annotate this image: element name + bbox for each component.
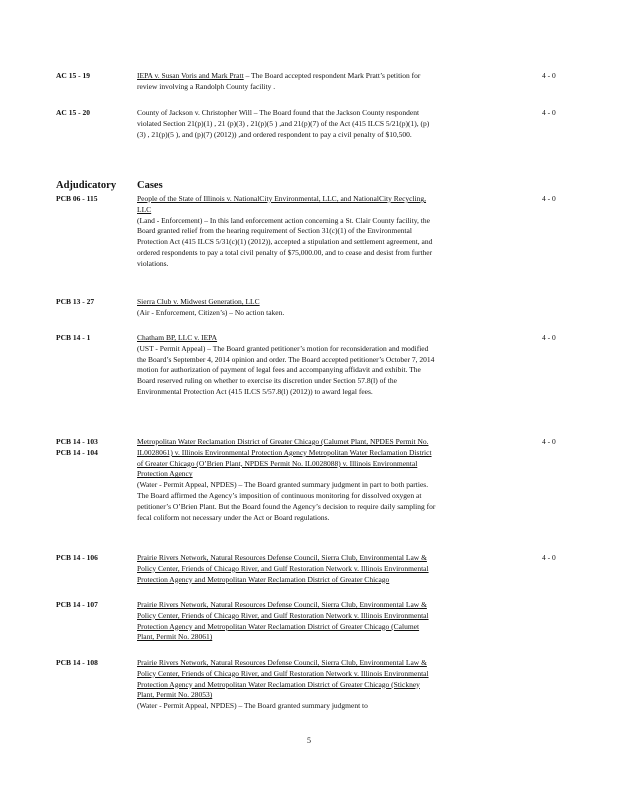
case-summary: (Land - Enforcement) – In this land enforcement action concerning a St. Clair County facility, the Board granted relief from the hearing requirement of Section 31(c)(1) of the Environmental Protection Act (415 ILCS 5/31(c)(1) (2012)), accepted a stipulation and settlement agreement, and ordered respondents to pay a total civil penalty of $75,000.00, and to cease and desist from further violations. bbox=[137, 215, 433, 268]
docket-number: PCB 06 - 115 bbox=[56, 194, 98, 203]
docket-number: PCB 14 - 103 PCB 14 - 104 bbox=[56, 437, 98, 457]
vote-count: 4 - 0 bbox=[542, 194, 556, 203]
case-caption: Chatham BP, LLC v. IEPA bbox=[137, 333, 218, 342]
section-heading-adjudicatory: Adjudicatory bbox=[56, 180, 117, 191]
docket-number: PCB 13 - 27 bbox=[56, 297, 95, 306]
entry-body bbox=[137, 600, 437, 643]
case-caption: Metropolitan Water Reclamation District of Greater Chicago (Calumet Plant, NPDES Permit No. IL0028061) v. Illinois Environmental Protection Agency Metropolitan Water Reclamation District of Greater Chicago (O’Brien Plant, NPDES Permit No. IL0028088) v. Illinois Environmental Protection Agency bbox=[137, 437, 432, 479]
docket-number: AC 15 - 19 bbox=[56, 71, 90, 80]
docket-number: PCB 14 - 106 bbox=[56, 553, 98, 562]
entry-body bbox=[137, 553, 437, 585]
entry-body bbox=[137, 297, 437, 319]
page-number: 5 bbox=[307, 736, 311, 745]
vote-count: 4 - 0 bbox=[542, 71, 556, 80]
case-summary: (Water - Permit Appeal, NPDES) – The Board granted summary judgment to bbox=[137, 701, 368, 711]
case-summary: (Water - Permit Appeal, NPDES) – The Board granted summary judgment in part to both parties. The Board affirmed the Agency’s imposition of continuous monitoring for dissolved oxygen at petitioner’s O’Brien Plant. But the Board found the Agency’s decision to require daily sampling for fecal coliform not necessary under the Act or Board regulations. bbox=[137, 480, 436, 522]
case-caption: IEPA v. Susan Voris and Mark Pratt bbox=[137, 71, 244, 80]
case-caption: Sierra Club v. Midwest Generation, LLC bbox=[137, 297, 260, 306]
entry-body bbox=[137, 194, 437, 270]
entry-body bbox=[137, 71, 437, 93]
entry-body bbox=[137, 437, 437, 523]
entry-body bbox=[137, 108, 437, 140]
vote-count: 4 - 0 bbox=[542, 553, 556, 562]
vote-count: 4 - 0 bbox=[542, 437, 556, 446]
case-summary: (UST - Permit Appeal) – The Board granted petitioner’s motion for reconsideration and modified the Board’s September 4, 2014 opinion and order. The Board accepted petitioner’s October 7, 2014 motion for authorization of payment of legal fees and accompanying affidavit and exhibit. The Board reserved ruling on whether to exercise its discretion under Section 57.8(l) of the Environmental Protection Act (415 ILCS 5/57.8(l) (2012)) to award legal fees. bbox=[137, 343, 435, 396]
section-heading-cases: Cases bbox=[137, 180, 163, 191]
docket-number: PCB 14 - 1 bbox=[56, 333, 91, 342]
entry-body bbox=[137, 658, 437, 712]
case-caption: Prairie Rivers Network, Natural Resources Defense Council, Sierra Club, Environmental Law & Policy Center, Friends of Chicago River, and Gulf Restoration Network v. Illinois Environmental Protection Agency and Metropolitan Water Reclamation District of Greater Chicago (Calumet Plant, Permit No. 28061) bbox=[137, 600, 429, 642]
case-summary: County of Jackson v. Christopher Will – The Board found that the Jackson County respondent violated Section 21(p)(1) , 21 (p)(3) , 21(p)(5 ) ,and 21(p)(7) of the Act (415 ILCS 5/21(p)(1), (p)(3) , 21(p)(5 ), and (p)(7) (2012)) ,and ordered respondent to pay a civil penalty of $10,500. bbox=[137, 108, 430, 139]
case-caption: Prairie Rivers Network, Natural Resources Defense Council, Sierra Club, Environmental Law & Policy Center, Friends of Chicago River, and Gulf Restoration Network v. Illinois Environmental Protection Agency and Metropolitan Water Reclamation District of Greater Chicago (Stickney Plant, Permit No. 28053) bbox=[137, 658, 429, 700]
case-caption: Prairie Rivers Network, Natural Resources Defense Council, Sierra Club, Environmental Law & Policy Center, Friends of Chicago River, and Gulf Restoration Network v. Illinois Environmental Protection Agency and Metropolitan Water Reclamation District of Greater Chicago bbox=[137, 553, 429, 584]
docket-number: PCB 14 - 107 bbox=[56, 600, 98, 609]
docket-number: PCB 14 - 108 bbox=[56, 658, 98, 667]
docket-number: AC 15 - 20 bbox=[56, 108, 90, 117]
vote-count: 4 - 0 bbox=[542, 333, 556, 342]
case-caption: People of the State of Illinois v. NationalCity Environmental, LLC, and NationalCity Recycling, LLC bbox=[137, 194, 427, 214]
vote-count: 4 - 0 bbox=[542, 108, 556, 117]
entry-body bbox=[137, 333, 437, 398]
case-summary: – The Board accepted respondent Mark Pratt’s petition for review involving a Randolph County facility . bbox=[137, 71, 421, 91]
case-summary: (Air - Enforcement, Citizen’s) – No action taken. bbox=[137, 307, 285, 317]
